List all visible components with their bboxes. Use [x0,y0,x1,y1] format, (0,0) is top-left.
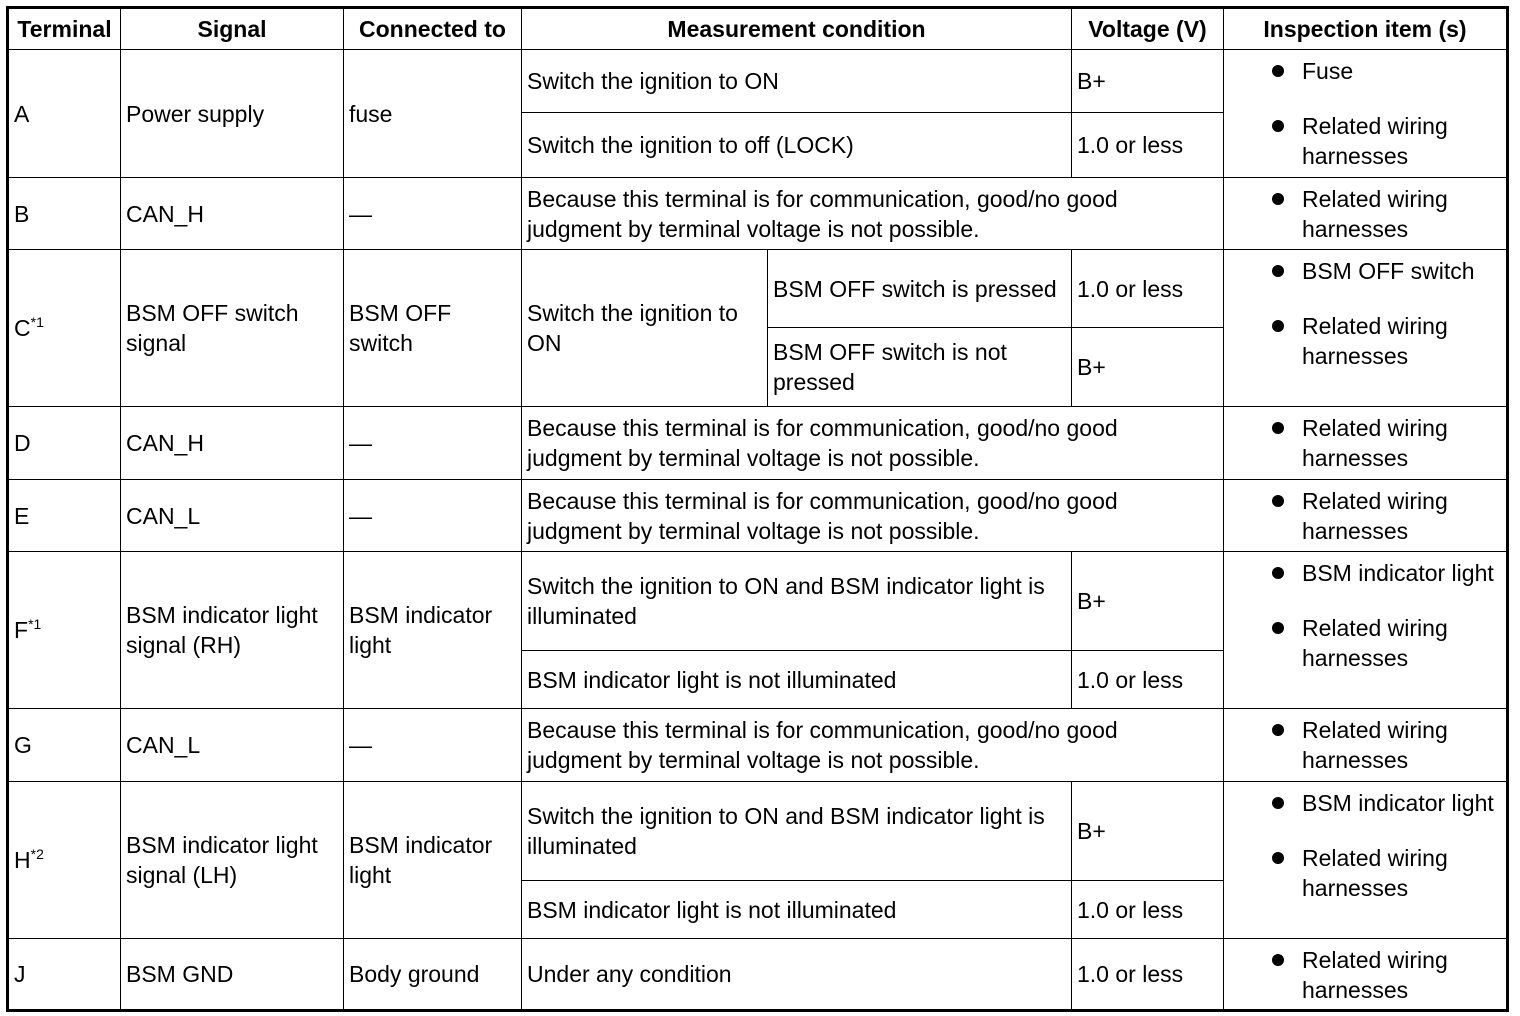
table-row [8,250,1508,328]
condition-cell: Because this terminal is for communication, good/no good judgment by terminal voltage is not possible. [522,709,1224,782]
header-row [8,8,1508,50]
inspection-item: Related wiring harnesses [1230,843,1502,903]
inspection-item: Related wiring harnesses [1230,486,1502,546]
header-signal: Signal [121,8,344,50]
signal-cell: CAN_H [121,178,344,250]
sub-condition-cell: BSM OFF switch is not pressed [768,328,1072,407]
table-row [8,50,1508,113]
bullet-icon [1272,320,1284,332]
inspection-cell [1224,407,1508,480]
table-row [8,552,1508,651]
terminal-cell: $C^{*1}$ [8,250,121,407]
connected-cell: — [344,407,522,480]
inspection-item: Related wiring harnesses [1230,184,1502,244]
bullet-icon [1272,65,1284,77]
signal-cell: BSM indicator light signal (LH) [121,782,344,939]
condition-cell: Because this terminal is for communication, good/no good judgment by terminal voltage is not possible. [522,178,1224,250]
voltage-cell: B+ [1072,552,1224,651]
inspection-item: Related wiring harnesses [1230,715,1502,775]
voltage-cell: 1.0 or less [1072,881,1224,939]
footnote-mark: *2 [30,846,44,862]
terminal-cell: G [8,709,121,782]
inspection-item: BSM indicator light [1230,558,1502,588]
condition-cell: Because this terminal is for communication, good/no good judgment by terminal voltage is not possible. [522,407,1224,480]
header-connected-to: Connected to [344,8,522,50]
bullet-icon [1272,495,1284,507]
signal-cell: BSM OFF switch signal [121,250,344,407]
inspection-cell [1224,709,1508,782]
terminal-inspection-table [6,6,1509,1012]
bullet-icon [1272,852,1284,864]
connected-cell: BSM OFF switch [344,250,522,407]
sub-condition-cell: BSM OFF switch is pressed [768,250,1072,328]
bullet-icon [1272,622,1284,634]
connected-cell: fuse [344,50,522,178]
condition-cell: Switch the ignition to ON [522,250,768,407]
bullet-icon [1272,724,1284,736]
terminal-cell: J [8,939,121,1011]
header-voltage: Voltage (V) [1072,8,1224,50]
condition-cell: Switch the ignition to off (LOCK) [522,113,1072,178]
table-row [8,407,1508,480]
terminal-cell: E [8,480,121,552]
connected-cell: BSM indicator light [344,782,522,939]
inspection-cell [1224,939,1508,1011]
voltage-cell: B+ [1072,782,1224,881]
signal-cell: BSM indicator light signal (RH) [121,552,344,709]
condition-cell: Switch the ignition to ON and BSM indicator light is illuminated [522,782,1072,881]
condition-cell: Switch the ignition to ON [522,50,1072,113]
condition-cell: BSM indicator light is not illuminated [522,881,1072,939]
inspection-cell [1224,50,1508,178]
voltage-cell: 1.0 or less [1072,939,1224,1011]
inspection-cell [1224,178,1508,250]
inspection-cell [1224,782,1508,939]
connected-cell: Body ground [344,939,522,1011]
voltage-cell: B+ [1072,328,1224,407]
bullet-icon [1272,422,1284,434]
inspection-item: Related wiring harnesses [1230,945,1502,1005]
table-row [8,709,1508,782]
bullet-icon [1272,567,1284,579]
voltage-cell: 1.0 or less [1072,250,1224,328]
signal-cell: CAN_L [121,480,344,552]
terminal-cell: D [8,407,121,480]
signal-cell: BSM GND [121,939,344,1011]
table-row [8,782,1508,881]
terminal-cell: $H^{*2}$ [8,782,121,939]
footnote-mark: *1 [28,616,42,632]
inspection-cell [1224,250,1508,407]
inspection-item: BSM OFF switch [1230,256,1502,286]
inspection-item: Related wiring harnesses [1230,111,1502,171]
inspection-item: BSM indicator light [1230,788,1502,818]
condition-cell: Switch the ignition to ON and BSM indicator light is illuminated [522,552,1072,651]
terminal-cell: $F^{*1}$ [8,552,121,709]
signal-cell: CAN_L [121,709,344,782]
connected-cell: BSM indicator light [344,552,522,709]
condition-cell: BSM indicator light is not illuminated [522,651,1072,709]
connected-cell: — [344,709,522,782]
terminal-cell: A [8,50,121,178]
terminal-cell: B [8,178,121,250]
bullet-icon [1272,120,1284,132]
inspection-item: Fuse [1230,56,1502,86]
inspection-cell [1224,480,1508,552]
table-row [8,480,1508,552]
inspection-item: Related wiring harnesses [1230,613,1502,673]
voltage-cell: B+ [1072,50,1224,113]
connected-cell: — [344,480,522,552]
signal-cell: Power supply [121,50,344,178]
condition-cell: Under any condition [522,939,1072,1011]
inspection-cell [1224,552,1508,709]
table-row [8,939,1508,1011]
connected-cell: — [344,178,522,250]
table-row [8,178,1508,250]
bullet-icon [1272,265,1284,277]
inspection-item: Related wiring harnesses [1230,311,1502,371]
header-inspection-items: Inspection item (s) [1224,8,1508,50]
bullet-icon [1272,797,1284,809]
inspection-item: Related wiring harnesses [1230,413,1502,473]
signal-cell: CAN_H [121,407,344,480]
voltage-cell: 1.0 or less [1072,113,1224,178]
bullet-icon [1272,193,1284,205]
header-measurement-condition: Measurement condition [522,8,1072,50]
voltage-cell: 1.0 or less [1072,651,1224,709]
condition-cell: Because this terminal is for communication, good/no good judgment by terminal voltage is not possible. [522,480,1224,552]
header-terminal: Terminal [8,8,121,50]
bullet-icon [1272,954,1284,966]
footnote-mark: *1 [30,314,44,330]
